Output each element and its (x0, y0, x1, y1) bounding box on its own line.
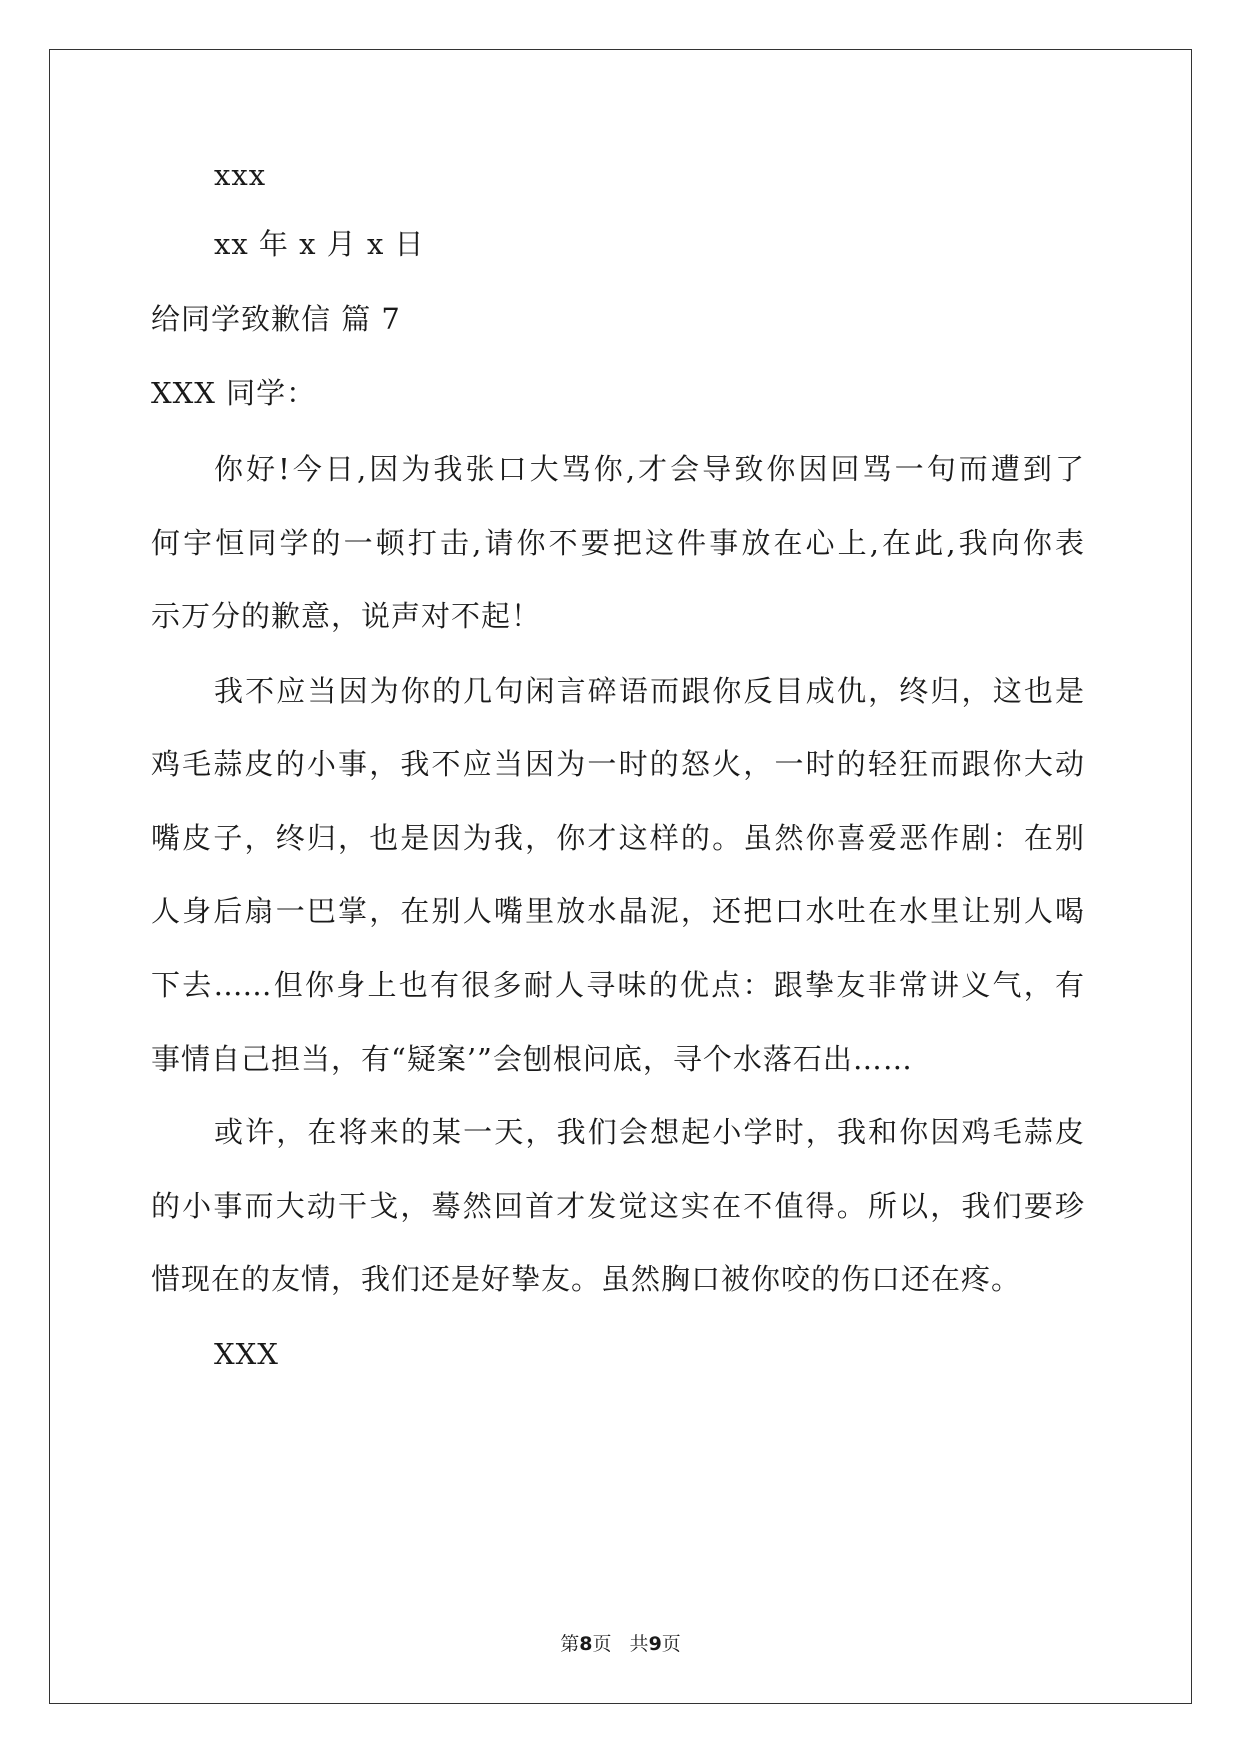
footer-suffix: 页 (661, 1633, 681, 1655)
paragraph-1-line-2: 何宇恒同学的一顿打击,请你不要把这件事放在心上,在此,我向你表 (151, 526, 1084, 560)
paragraph-3-line-3: 惜现在的友情，我们还是好挚友。虽然胸口被你咬的伤口还在疼。 (151, 1262, 1022, 1296)
paragraph-1-line-3: 示万分的歉意，说声对不起！ (151, 599, 542, 633)
page-border (49, 49, 1192, 1704)
section-title: 给同学致歉信 篇 7 (151, 302, 401, 336)
paragraph-2-line-3: 嘴皮子，终归，也是因为我，你才这样的。虽然你喜爱恶作剧：在别 (151, 821, 1084, 855)
paragraph-3-line-2: 的小事而大动干戈，蓦然回首才发觉这实在不值得。所以，我们要珍 (151, 1189, 1084, 1223)
footer-middle: 页 共 (592, 1633, 649, 1655)
signature-top: xxx (214, 158, 267, 192)
paragraph-2-line-1: 我不应当因为你的几句闲言碎语而跟你反目成仇，终归，这也是 (214, 674, 1084, 708)
footer-total-pages: 9 (648, 1633, 662, 1655)
paragraph-3-line-1: 或许，在将来的某一天，我们会想起小学时，我和你因鸡毛蒜皮 (214, 1115, 1084, 1149)
letter-date: xx 年 x 月 x 日 (214, 227, 425, 261)
footer-prefix: 第 (560, 1633, 580, 1655)
salutation: XXX 同学： (151, 376, 317, 410)
signature-bottom: XXX (214, 1337, 279, 1371)
paragraph-2-line-2: 鸡毛蒜皮的小事，我不应当因为一时的怒火，一时的轻狂而跟你大动 (151, 747, 1084, 781)
paragraph-2-line-6: 事情自己担当，有“疑案’”会刨根问底，寻个水落石出…… (151, 1042, 913, 1076)
footer-page-number: 8 (579, 1633, 593, 1655)
paragraph-2-line-5: 下去……但你身上也有很多耐人寻味的优点：跟挚友非常讲义气，有 (151, 968, 1084, 1002)
paragraph-2-line-4: 人身后扇一巴掌，在别人嘴里放水晶泥，还把口水吐在水里让别人喝 (151, 894, 1084, 928)
page-footer (0, 1632, 1241, 1656)
paragraph-1-line-1: 你好!今日,因为我张口大骂你,才会导致你因回骂一句而遭到了 (214, 452, 1084, 486)
